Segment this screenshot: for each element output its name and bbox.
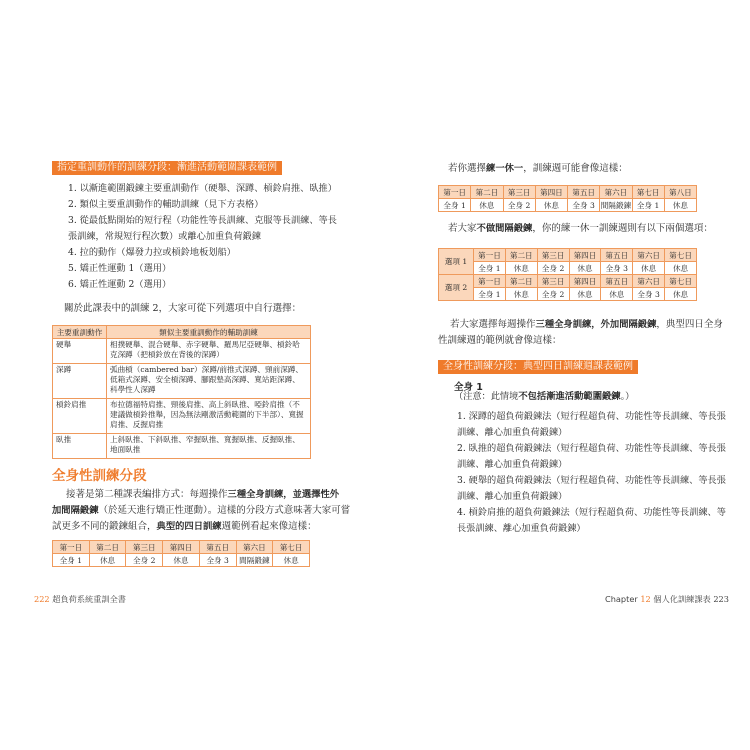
column-header: 第三日 [503, 186, 535, 199]
column-header: 第二日 [471, 186, 503, 199]
table-cell: 休息 [163, 554, 200, 567]
column-header: 第一日 [439, 186, 471, 199]
list-item: 2. 類似主要重訓動作的輔助訓練（見下方表格） [68, 199, 264, 210]
column-header: 第二日 [505, 275, 537, 288]
paragraph-line: 若大家不做間隔鍛鍊，你的練一休一訓練週則有以下兩個選項： [448, 223, 713, 234]
list-item: 2. 臥推的超負荷鍛鍊法（短行程超負荷、功能性等長訓練、等長張 [457, 443, 726, 454]
column-header: 第三日 [537, 249, 569, 262]
paragraph-line: 性訓練週的範例就會像這樣： [438, 335, 562, 346]
table-cell: 休息 [569, 262, 601, 275]
column-header: 第四日 [569, 275, 601, 288]
column-header: 第三日 [126, 541, 163, 554]
paragraph-line: 加間隔鍛鍊（於延天進行矯正性運動）。這樣的分段方式意味著大家可嘗 [52, 505, 351, 516]
table-cell: 全身 1 [632, 199, 664, 212]
note-line: （注意：此情境不包括漸進活動範圍鍛鍊。） [454, 391, 635, 402]
column-header: 主要重訓動作 [53, 326, 107, 339]
page-number: 222 [34, 594, 50, 604]
table-row [53, 399, 311, 434]
table-cell: 間隔鍛鍊 [600, 200, 632, 210]
table-cell: 槓鈴肩推 [53, 399, 107, 434]
list-item: 長張訓練、離心加重負荷鍛鍊） [457, 523, 586, 534]
page-footer-right [605, 594, 729, 605]
table-cell: 硬舉 [53, 339, 107, 364]
paragraph-line: 試更多不同的鍛鍊組合，典型的四日訓練週範例看起來像這樣： [52, 521, 317, 532]
list-item: 3. 從最低點開始的短行程（功能性等長訓練、克服等長訓練、等長 [68, 215, 337, 226]
column-header: 第五日 [199, 541, 236, 554]
table-cell: 全身 3 [568, 199, 600, 212]
section-tag-full-body: 全身性訓練分段：典型四日訓練週課表範例 [438, 360, 638, 374]
column-header: 第五日 [601, 249, 633, 262]
table-cell: 深蹲 [53, 364, 107, 399]
table-cell: 休息 [569, 288, 601, 301]
chapter-number: 12 [640, 594, 651, 604]
list-item: 訓練、離心加重負荷鍛鍊） [457, 427, 568, 438]
paragraph-line: 若你選擇練一休一，訓練週可能會像這樣： [448, 163, 628, 174]
table-row [53, 339, 311, 364]
table-cell: 全身 2 [537, 262, 569, 275]
table-cell: 上斜臥推、下斜臥推、窄握臥推、寬握臥推、反握臥推、地面臥推 [107, 434, 311, 459]
table-header-row [439, 249, 697, 262]
table-cell: 全身 1 [474, 262, 506, 275]
table-row [53, 554, 310, 567]
page-number: 223 [713, 594, 729, 604]
table-cell: 休息 [664, 199, 696, 212]
table-cell: 全身 2 [126, 554, 163, 567]
table-header-row [439, 186, 697, 199]
column-header: 第一日 [53, 541, 90, 554]
table-cell: 臥推 [53, 434, 107, 459]
table-cell: 全身 3 [601, 262, 633, 275]
list-item: 訓練、離心加重負荷鍛鍊） [457, 491, 568, 502]
column-header: 第七日 [665, 249, 697, 262]
section-tag-progressive: 指定重訓動作的訓練分段：漸進活動範圍課表範例 [52, 161, 282, 175]
list-item: 1. 以漸進範圍鍛鍊主要重訓動作（硬舉、深蹲、槓鈴肩推、臥推） [68, 183, 337, 194]
table-cell: 全身 1 [474, 288, 506, 301]
column-header: 第四日 [163, 541, 200, 554]
no-interval-options-table [438, 248, 697, 301]
column-header: 第七日 [665, 275, 697, 288]
table-cell: 休息 [665, 262, 697, 275]
table-header-row [53, 541, 310, 554]
list-item: 4. 拉的動作（爆發力拉或槓鈴地板划船） [68, 247, 236, 258]
table-cell: 休息 [665, 288, 697, 301]
table-cell: 休息 [89, 554, 126, 567]
table-header-row [439, 275, 697, 288]
table-cell: 休息 [601, 288, 633, 301]
table-cell: 全身 3 [633, 288, 665, 301]
table-cell: 布拉德福特肩推、頸後肩推、高上斜臥推、啞鈴肩推（不建議做槓鈴推舉，因為無法剛激活動範圍的下半部）、寬握肩推、反握肩推 [107, 399, 311, 434]
table-cell: 相撲硬舉、混合硬舉、赤字硬舉、羅馬尼亞硬舉、槓鈴哈克深蹲（把槓鈴放在背後的深蹲） [107, 339, 311, 364]
column-header: 第六日 [236, 541, 273, 554]
column-header: 第六日 [633, 249, 665, 262]
list-item: 張訓練，常規短行程次數）或離心加重負荷鍛鍊 [68, 231, 261, 242]
table-cell: 休息 [535, 199, 567, 212]
table-cell: 全身 2 [503, 199, 535, 212]
list-item: 6. 矯正性運動 2（選用） [68, 279, 172, 290]
column-header: 第八日 [664, 186, 696, 199]
table-cell: 休息 [273, 554, 310, 567]
option-label: 選項 1 [439, 249, 474, 275]
table-row [53, 434, 311, 459]
table-row [439, 288, 697, 301]
option-label: 選項 2 [439, 275, 474, 301]
table-cell: 弧曲槓（cambered bar）深蹲/前推式深蹲、頸前深蹲、低箱式深蹲、安全槓深蹲、腳跟墊高深蹲、寬站距深蹲、科學性人深蹲 [107, 364, 311, 399]
table-cell: 間隔鍛鍊 [236, 554, 273, 567]
column-header: 第四日 [535, 186, 567, 199]
column-header: 類似主要重訓動作的輔助訓練 [107, 326, 311, 339]
page-footer-left [34, 594, 126, 605]
list-item: 3. 硬舉的超負荷鍛鍊法（短行程超負荷、功能性等長訓練、等長張 [457, 475, 726, 486]
four-day-week-table [52, 540, 310, 567]
column-header: 第三日 [537, 275, 569, 288]
column-header: 第四日 [569, 249, 601, 262]
table-row [439, 262, 697, 275]
options-intro: 關於此課表中的訓練 2，大家可從下列選項中自行選擇： [64, 303, 302, 314]
paragraph-line: 若大家選擇每週操作三種全身訓練，外加間隔鍛鍊，典型四日全身 [450, 319, 723, 330]
table-row [53, 364, 311, 399]
column-header: 第一日 [474, 249, 506, 262]
section-title: 全身性訓練分段 [52, 468, 147, 484]
list-item: 4. 槓鈴肩推的超負荷鍛鍊法（短行程超負荷、功能性等長訓練、等 [457, 507, 726, 518]
paragraph-line: 接著是第二種課表編排方式：每週操作三種全身訓練，並選擇性外 [66, 489, 340, 500]
sub-heading: 全身 1 [454, 382, 483, 393]
list-item: 1. 深蹲的超負荷鍛鍊法（短行程超負荷、功能性等長訓練、等長張 [457, 411, 726, 422]
column-header: 第五日 [601, 275, 633, 288]
chapter-title: 個人化訓練課表 [653, 594, 711, 604]
list-item: 5. 矯正性運動 1（選用） [68, 263, 172, 274]
column-header: 第七日 [632, 186, 664, 199]
book-title: 超負荷系統重訓全書 [52, 594, 126, 604]
table-header-row [53, 326, 311, 339]
table-cell: 全身 3 [199, 554, 236, 567]
column-header: 第二日 [89, 541, 126, 554]
column-header: 第六日 [633, 275, 665, 288]
column-header: 第七日 [273, 541, 310, 554]
alternate-day-table [438, 185, 697, 212]
table-cell: 休息 [633, 262, 665, 275]
table-cell: 全身 2 [537, 288, 569, 301]
column-header: 第六日 [600, 186, 632, 199]
table-row [439, 199, 697, 212]
table-cell: 休息 [471, 199, 503, 212]
accessory-exercise-table [52, 325, 311, 459]
table-cell: 休息 [505, 288, 537, 301]
table-cell: 休息 [505, 262, 537, 275]
table-cell: 全身 1 [53, 554, 90, 567]
column-header: 第二日 [505, 249, 537, 262]
column-header: 第一日 [474, 275, 506, 288]
table-cell: 全身 1 [439, 199, 471, 212]
chapter-label: Chapter [605, 594, 638, 604]
right-page [375, 0, 750, 750]
column-header: 第五日 [568, 186, 600, 199]
list-item: 訓練、離心加重負荷鍛鍊） [457, 459, 568, 470]
